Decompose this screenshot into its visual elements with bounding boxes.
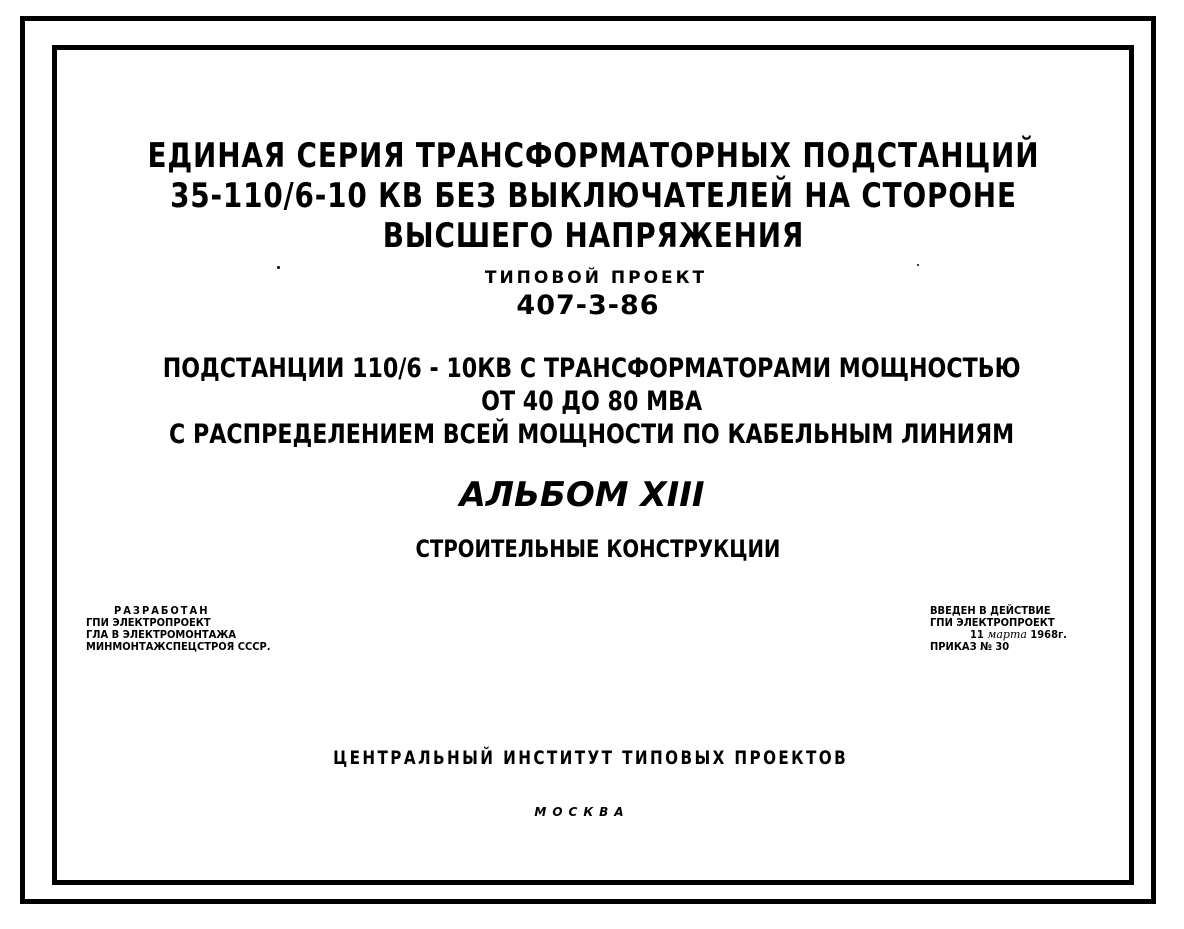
introduced-order: ПРИКАЗ № 30 — [930, 640, 1010, 653]
substation-title-line: ОТ 40 ДО 80 МВА — [481, 386, 703, 417]
developed-by-heading: РАЗРАБОТАН — [114, 604, 210, 617]
series-title-line: ВЫСШЕГО НАПРЯЖЕНИЯ — [382, 216, 805, 256]
developed-by-line: ГПИ ЭЛЕКТРОПРОЕКТ — [86, 616, 211, 629]
city-name: МОСКВА — [534, 805, 630, 819]
introduced-block — [930, 605, 1067, 653]
series-title-line: ЕДИНАЯ СЕРИЯ ТРАНСФОРМАТОРНЫХ ПОДСТАНЦИЙ — [147, 136, 1040, 176]
album-subtitle: СТРОИТЕЛЬНЫЕ КОНСТРУКЦИИ — [415, 535, 781, 563]
scan-speck — [277, 266, 280, 269]
introduced-day: 11 — [970, 628, 984, 641]
introduced-org: ГПИ ЭЛЕКТРОПРОЕКТ — [930, 616, 1055, 629]
project-number: 407-3-86 — [516, 290, 660, 321]
introduced-heading: ВВЕДЕН В ДЕЙСТВИЕ — [930, 604, 1051, 617]
introduced-year: 1968г. — [1030, 628, 1067, 641]
developed-by-line: ГЛА В ЭЛЕКТРОМОНТАЖА — [86, 628, 237, 641]
developed-by-line: МИНМОНТАЖСПЕЦСТРОЯ СССР. — [86, 640, 271, 653]
substation-title — [106, 352, 1077, 451]
scan-speck — [917, 264, 919, 266]
series-title — [108, 136, 1079, 256]
developed-by-block — [86, 605, 271, 653]
introduced-month: марта — [987, 628, 1027, 641]
project-label: ТИПОВОЙ ПРОЕКТ — [484, 268, 708, 288]
substation-title-line: С РАСПРЕДЕЛЕНИЕМ ВСЕЙ МОЩНОСТИ ПО КАБЕЛЬНЫМ ЛИНИЯМ — [169, 419, 1015, 450]
series-title-line: 35-110/6-10 КВ БЕЗ ВЫКЛЮЧАТЕЛЕЙ НА СТОРОНЕ — [170, 176, 1017, 216]
substation-title-line: ПОДСТАНЦИИ 110/6 - 10КВ С ТРАНСФОРМАТОРАМИ МОЩНОСТЬЮ — [162, 353, 1021, 384]
album-title: АЛЬБОМ XIII — [459, 475, 705, 515]
institute-name: ЦЕНТРАЛЬНЫЙ ИНСТИТУТ ТИПОВЫХ ПРОЕКТОВ — [333, 747, 849, 769]
